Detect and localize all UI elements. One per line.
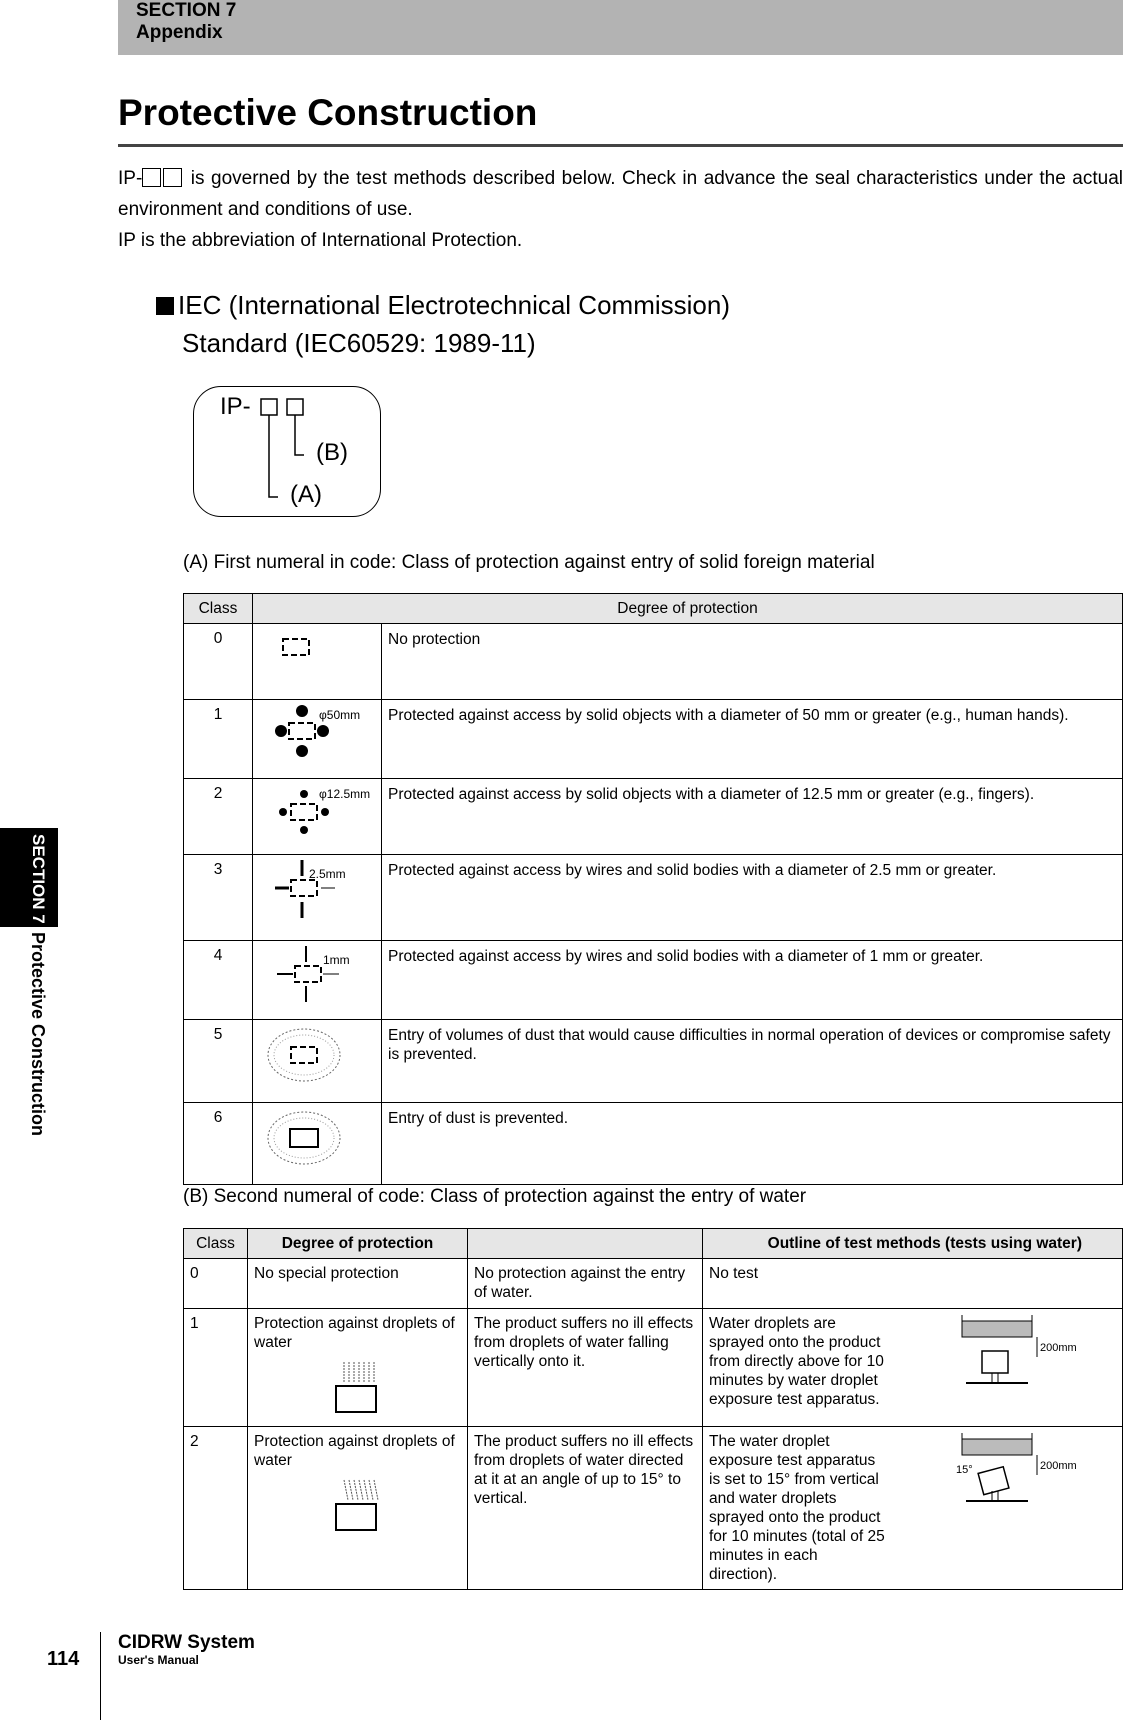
test-method-cell xyxy=(703,1309,1123,1427)
square-bullet-icon xyxy=(156,297,174,315)
title-rule xyxy=(118,144,1123,147)
degree-cell: Protected against access by solid objects with a diameter of 12.5 mm or greater (e.g., fingers). xyxy=(382,779,1123,855)
protection-icon xyxy=(253,1103,382,1185)
protection-icon xyxy=(253,700,382,779)
degree-cell: Entry of volumes of dust that would cause difficulties in normal operation of devices or compromise safety is prevented. xyxy=(382,1020,1123,1103)
protection-icon xyxy=(253,1020,382,1103)
table-row xyxy=(184,1020,1123,1103)
col-degree: Degree of protection xyxy=(253,594,1123,624)
description-cell: The product suffers no ill effects from droplets of water falling vertically onto it. xyxy=(468,1309,703,1427)
table-row xyxy=(184,855,1123,941)
angle-label: 15° xyxy=(956,1464,973,1476)
table-row xyxy=(184,700,1123,779)
solid-object-icon xyxy=(259,1025,359,1085)
ip-prefix: IP- xyxy=(118,168,143,189)
placeholder-box-icon xyxy=(142,168,161,187)
degree-cell: No protection xyxy=(382,624,1123,700)
degree-cell: Protected against access by wires and solid bodies with a diameter of 1 mm or greater. xyxy=(382,941,1123,1020)
intro-line-1: is governed by the test methods described below. Check in advance the seal characteristics under the actual environment and conditions of use. xyxy=(118,168,1123,220)
water-droplet-icon xyxy=(334,1478,394,1533)
class-cell: 5 xyxy=(184,1020,253,1103)
class-cell: 2 xyxy=(184,779,253,855)
table-row xyxy=(184,1427,1123,1590)
placeholder-box-icon xyxy=(163,168,182,187)
size-label: φ12.5mm xyxy=(319,787,371,801)
side-tab-topic: Protective Construction xyxy=(28,932,48,1137)
test-apparatus-diagram xyxy=(952,1313,1092,1393)
solid-protection-table xyxy=(183,593,1123,1185)
class-cell: 0 xyxy=(184,624,253,700)
size-label: 2.5mm xyxy=(309,867,346,881)
footer-manual: User's Manual xyxy=(118,1653,199,1667)
side-tab-section: SECTION 7 xyxy=(29,834,48,924)
diagram-a-label: (A) xyxy=(290,481,322,508)
test-method-cell xyxy=(703,1259,1123,1309)
class-cell: 1 xyxy=(184,1309,248,1427)
intro-paragraph xyxy=(118,163,1123,256)
class-cell: 1 xyxy=(184,700,253,779)
class-cell: 0 xyxy=(184,1259,248,1309)
class-cell: 2 xyxy=(184,1427,248,1590)
degree-cell: Protected against access by wires and solid bodies with a diameter of 2.5 mm or greater. xyxy=(382,855,1123,941)
protection-icon xyxy=(253,941,382,1020)
col-test-method: Outline of test methods (tests using water) xyxy=(703,1229,1123,1259)
col-degree: Degree of protection xyxy=(248,1229,468,1259)
section-heading xyxy=(156,286,730,362)
class-cell: 6 xyxy=(184,1103,253,1185)
heading-line-1: IEC (International Electrotechnical Commission) xyxy=(178,290,730,320)
degree-cell: Protection against droplets of water xyxy=(248,1427,468,1590)
ip-code-diagram xyxy=(193,386,381,517)
solid-object-icon xyxy=(259,1108,359,1168)
protection-icon xyxy=(253,855,382,941)
heading-line-2: Standard (IEC60529: 1989-11) xyxy=(182,328,536,358)
description-cell: No protection against the entry of water. xyxy=(468,1259,703,1309)
size-label: 1mm xyxy=(323,953,350,967)
section-label: SECTION 7 xyxy=(136,0,237,21)
degree-cell: Entry of dust is prevented. xyxy=(382,1103,1123,1185)
footer-product: CIDRW System xyxy=(118,1632,255,1653)
diagram-b-label: (B) xyxy=(316,439,348,466)
intro-line-2: IP is the abbreviation of International Protection. xyxy=(118,230,523,251)
col-class: Class xyxy=(184,594,253,624)
test-method-text: The water droplet exposure test apparatus is set to 15° from vertical and water droplets sprayed onto the product for 10 minutes (total of 25 minutes in each direction). xyxy=(709,1433,885,1583)
diagram-code: IP- xyxy=(220,393,251,420)
page-number: 114 xyxy=(47,1648,80,1670)
table-row xyxy=(184,1103,1123,1185)
side-tab xyxy=(0,828,58,927)
col-class: Class xyxy=(184,1229,248,1259)
degree-cell: No special protection xyxy=(248,1259,468,1309)
footer-divider xyxy=(100,1632,101,1720)
water-protection-table xyxy=(183,1228,1123,1590)
water-droplet-icon xyxy=(334,1360,394,1415)
degree-cell: Protected against access by solid objects with a diameter of 50 mm or greater (e.g., human hands). xyxy=(382,700,1123,779)
table-row xyxy=(184,624,1123,700)
class-cell: 4 xyxy=(184,941,253,1020)
description-cell: The product suffers no ill effects from droplets of water directed at it at an angle of up to 15° to vertical. xyxy=(468,1427,703,1590)
section-header xyxy=(118,0,1123,55)
table-b-caption: (B) Second numeral of code: Class of protection against the entry of water xyxy=(183,1186,807,1207)
distance-label: 200mm xyxy=(1040,1460,1077,1472)
solid-object-icon xyxy=(259,629,359,689)
degree-cell: Protection against droplets of water xyxy=(248,1309,468,1427)
table-a-caption: (A) First numeral in code: Class of protection against entry of solid foreign material xyxy=(183,552,875,573)
col-description xyxy=(468,1229,703,1259)
page-title: Protective Construction xyxy=(118,92,538,133)
test-method-text: No test xyxy=(709,1265,759,1282)
test-method-text: Water droplets are sprayed onto the product from directly above for 10 minutes by water droplet exposure test apparatus. xyxy=(709,1315,884,1408)
class-cell: 3 xyxy=(184,855,253,941)
test-apparatus-diagram xyxy=(952,1431,1092,1511)
table-row xyxy=(184,1309,1123,1427)
table-row xyxy=(184,1259,1123,1309)
distance-label: 200mm xyxy=(1040,1342,1077,1354)
size-label: φ50mm xyxy=(319,708,361,722)
table-row xyxy=(184,941,1123,1020)
table-row xyxy=(184,779,1123,855)
test-method-cell xyxy=(703,1427,1123,1590)
protection-icon xyxy=(253,624,382,700)
chapter-label: Appendix xyxy=(136,22,223,43)
protection-icon xyxy=(253,779,382,855)
